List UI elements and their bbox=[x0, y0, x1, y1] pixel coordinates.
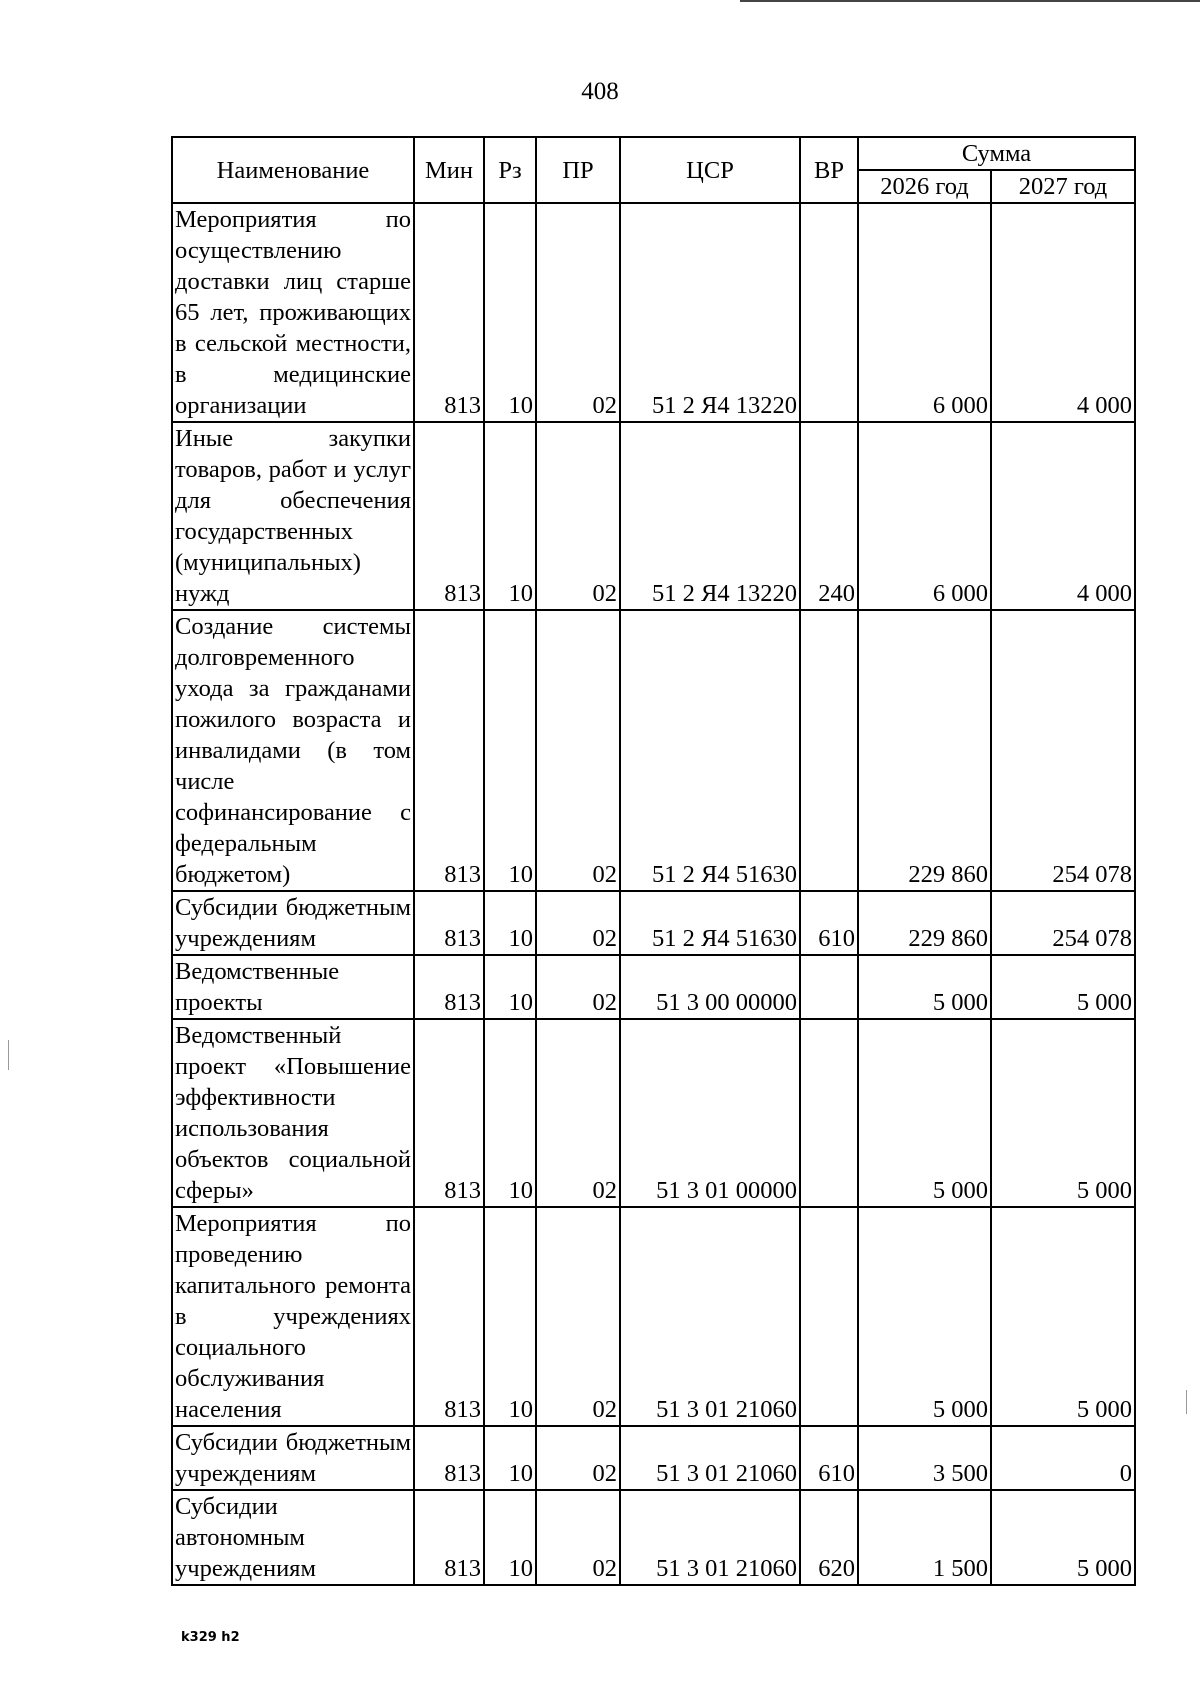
row-name: Мероприятия по проведению капитального ремонта в учреждениях социального обслуживания населения bbox=[172, 1207, 414, 1426]
row-csr: 51 3 01 21060 bbox=[620, 1207, 800, 1426]
budget-table bbox=[171, 136, 1136, 1586]
row-pr: 02 bbox=[536, 955, 620, 1019]
row-rz: 10 bbox=[484, 610, 536, 891]
row-rz: 10 bbox=[484, 203, 536, 422]
row-csr: 51 2 Я4 51630 bbox=[620, 610, 800, 891]
row-name: Ведомственные проекты bbox=[172, 955, 414, 1019]
table-row bbox=[172, 1019, 1135, 1207]
row-vr bbox=[800, 1207, 858, 1426]
row-pr: 02 bbox=[536, 891, 620, 955]
row-vr: 610 bbox=[800, 891, 858, 955]
header-year-2027: 2027 год bbox=[991, 170, 1135, 203]
scan-edge-line bbox=[740, 0, 1200, 2]
row-amount-2027: 4 000 bbox=[991, 422, 1135, 610]
row-amount-2027: 5 000 bbox=[991, 1207, 1135, 1426]
table-row bbox=[172, 422, 1135, 610]
row-pr: 02 bbox=[536, 1019, 620, 1207]
row-min: 813 bbox=[414, 1207, 484, 1426]
footer-document-code: k329 h2 bbox=[181, 1630, 240, 1645]
row-pr: 02 bbox=[536, 610, 620, 891]
row-amount-2026: 3 500 bbox=[858, 1426, 991, 1490]
row-amount-2027: 5 000 bbox=[991, 955, 1135, 1019]
row-min: 813 bbox=[414, 1426, 484, 1490]
row-amount-2027: 254 078 bbox=[991, 610, 1135, 891]
row-min: 813 bbox=[414, 891, 484, 955]
row-amount-2026: 6 000 bbox=[858, 422, 991, 610]
row-amount-2026: 1 500 bbox=[858, 1490, 991, 1585]
header-min: Мин bbox=[414, 137, 484, 203]
row-pr: 02 bbox=[536, 422, 620, 610]
row-amount-2027: 5 000 bbox=[991, 1490, 1135, 1585]
row-pr: 02 bbox=[536, 203, 620, 422]
row-rz: 10 bbox=[484, 1490, 536, 1585]
row-name: Субсидии бюджетным учреждениям bbox=[172, 891, 414, 955]
row-vr bbox=[800, 1019, 858, 1207]
row-rz: 10 bbox=[484, 1019, 536, 1207]
row-rz: 10 bbox=[484, 955, 536, 1019]
table-row bbox=[172, 1426, 1135, 1490]
row-amount-2026: 229 860 bbox=[858, 610, 991, 891]
row-csr: 51 3 01 21060 bbox=[620, 1426, 800, 1490]
row-min: 813 bbox=[414, 1490, 484, 1585]
row-rz: 10 bbox=[484, 1426, 536, 1490]
row-vr: 610 bbox=[800, 1426, 858, 1490]
row-amount-2026: 6 000 bbox=[858, 203, 991, 422]
table-row bbox=[172, 1490, 1135, 1585]
row-csr: 51 3 01 21060 bbox=[620, 1490, 800, 1585]
row-pr: 02 bbox=[536, 1490, 620, 1585]
header-pr: ПР bbox=[536, 137, 620, 203]
row-vr bbox=[800, 610, 858, 891]
row-amount-2027: 0 bbox=[991, 1426, 1135, 1490]
header-rz: Рз bbox=[484, 137, 536, 203]
table-row bbox=[172, 203, 1135, 422]
header-sum: Сумма bbox=[858, 137, 1135, 170]
row-csr: 51 2 Я4 13220 bbox=[620, 422, 800, 610]
row-amount-2026: 229 860 bbox=[858, 891, 991, 955]
row-name: Иные закупки товаров, работ и услуг для обеспечения государственных (муниципальных) нужд bbox=[172, 422, 414, 610]
header-vr: ВР bbox=[800, 137, 858, 203]
row-name: Мероприятия по осуществлению доставки лиц старше 65 лет, проживающих в сельской местности, в медицинские организации bbox=[172, 203, 414, 422]
table-row bbox=[172, 610, 1135, 891]
header-csr: ЦСР bbox=[620, 137, 800, 203]
row-min: 813 bbox=[414, 1019, 484, 1207]
scan-margin-mark bbox=[8, 1040, 9, 1070]
row-csr: 51 2 Я4 51630 bbox=[620, 891, 800, 955]
scan-margin-mark bbox=[1186, 1390, 1187, 1414]
row-amount-2027: 4 000 bbox=[991, 203, 1135, 422]
row-min: 813 bbox=[414, 955, 484, 1019]
row-rz: 10 bbox=[484, 422, 536, 610]
row-name: Создание системы долговременного ухода за гражданами пожилого возраста и инвалидами (в том числе софинансирование с федеральным бюджетом) bbox=[172, 610, 414, 891]
table-row bbox=[172, 1207, 1135, 1426]
header-year-2026: 2026 год bbox=[858, 170, 991, 203]
row-name: Ведомственный проект «Повышение эффективности использования объектов социальной сферы» bbox=[172, 1019, 414, 1207]
table-header-row bbox=[172, 137, 1135, 170]
row-vr bbox=[800, 203, 858, 422]
row-csr: 51 3 01 00000 bbox=[620, 1019, 800, 1207]
row-pr: 02 bbox=[536, 1426, 620, 1490]
header-name: Наименование bbox=[172, 137, 414, 203]
row-name: Субсидии автономным учреждениям bbox=[172, 1490, 414, 1585]
row-min: 813 bbox=[414, 610, 484, 891]
table-row bbox=[172, 891, 1135, 955]
row-amount-2027: 5 000 bbox=[991, 1019, 1135, 1207]
table-row bbox=[172, 955, 1135, 1019]
row-csr: 51 2 Я4 13220 bbox=[620, 203, 800, 422]
row-csr: 51 3 00 00000 bbox=[620, 955, 800, 1019]
row-amount-2026: 5 000 bbox=[858, 1019, 991, 1207]
row-rz: 10 bbox=[484, 1207, 536, 1426]
page-number: 408 bbox=[581, 78, 619, 105]
row-amount-2027: 254 078 bbox=[991, 891, 1135, 955]
row-amount-2026: 5 000 bbox=[858, 1207, 991, 1426]
row-min: 813 bbox=[414, 203, 484, 422]
row-amount-2026: 5 000 bbox=[858, 955, 991, 1019]
row-name: Субсидии бюджетным учреждениям bbox=[172, 1426, 414, 1490]
row-rz: 10 bbox=[484, 891, 536, 955]
row-vr bbox=[800, 955, 858, 1019]
row-pr: 02 bbox=[536, 1207, 620, 1426]
row-min: 813 bbox=[414, 422, 484, 610]
row-vr: 240 bbox=[800, 422, 858, 610]
row-vr: 620 bbox=[800, 1490, 858, 1585]
